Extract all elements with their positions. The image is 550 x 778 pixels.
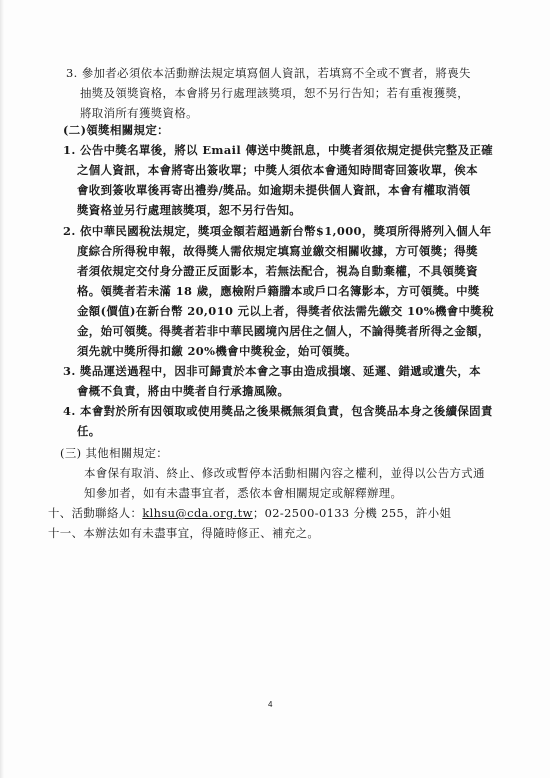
rule-4-line-2: 任。: [77, 424, 101, 438]
section-2-rule-3: [63, 361, 481, 401]
section-3-line-2: 知參加者，如有未盡事宜者，悉依本會相關規定或解釋辦理。: [84, 486, 403, 500]
scan-edge-shadow: [0, 0, 4, 778]
section-3-heading: (三) 其他相關規定：: [60, 446, 169, 460]
section-3-line-1: 本會保有取消、終止、修改或暫停本活動相關內容之權利，並得以公告方式通: [84, 466, 485, 480]
section-3-paragraph: [84, 463, 485, 503]
rule-4-line-1: 4. 本會對於所有因領取或使用獎品之後果概無須負責，包含獎品本身之後續保固責: [63, 404, 493, 418]
item-3-paragraph: [66, 63, 471, 123]
contact-prefix: 十、活動聯絡人：: [48, 506, 143, 520]
rule-2-line-7: 須先就中獎所得扣繳 20%機會中獎稅金，始可領獎。: [77, 344, 357, 358]
page-number: 4: [268, 700, 273, 709]
item-3-line-2: 抽獎及領獎資格，本會將另行處理該獎項，恕不另行告知；若有重複獲獎，: [80, 86, 470, 100]
rule-3-line-2: 會概不負責，將由中獎者自行承擔風險。: [77, 384, 290, 398]
rule-2-line-1: 2. 依中華民國稅法規定，獎項金額若超過新台幣$1,000，獎項所得將列入個人年: [63, 224, 492, 238]
section-2-rule-4: [63, 401, 493, 441]
section-2-rule-2: [63, 221, 494, 361]
contact-suffix: ；02-2500-0133 分機 255，許小姐: [252, 506, 452, 520]
section-2-rule-1: [63, 140, 493, 220]
rule-1-line-2: 之個人資訊，本會將寄出簽收單；中獎人須依本會通知時間寄回簽收單，俟本: [77, 163, 478, 177]
item-3-line-3: 將取消所有獲獎資格。: [80, 106, 198, 120]
rule-2-line-3: 者須依規定交付身分證正反面影本，若無法配合，視為自動棄權，不具領獎資: [77, 264, 478, 278]
rule-1-line-1: 1. 公告中獎名單後，將以 Email 傳送中獎訊息，中獎者須依規定提供完整及正確: [63, 143, 494, 157]
item-3-line-1: 3. 參加者必須依本活動辦法規定填寫個人資訊，若填寫不全或不實者，將喪失: [66, 66, 471, 80]
contact-email-link[interactable]: klhsu@cda.org.tw: [142, 506, 253, 520]
rule-2-line-6: 金，始可領獎。得獎者若非中華民國境內居住之個人，不論得獎者所得之金額，: [77, 324, 490, 338]
rule-1-line-3: 會收到簽收單後再寄出禮券/獎品。如逾期未提供個人資訊，本會有權取消領: [77, 183, 471, 197]
rule-3-line-1: 3. 獎品運送過程中，因非可歸責於本會之事由造成損壞、延遲、錯遞或遺失，本: [63, 364, 481, 378]
item-11-note: 十一、本辦法如有未盡事宜，得隨時修正、補充之。: [48, 526, 320, 540]
rule-2-line-5: 金額(價值)在新台幣 20,010 元以上者，得獎者依法需先繳交 10%機會中獎稅: [77, 304, 494, 318]
rule-1-line-4: 獎資格並另行處理該獎項，恕不另行告知。: [77, 203, 302, 217]
item-10-contact: [48, 503, 451, 523]
rule-2-line-2: 度綜合所得稅申報，故得獎人需依規定填寫並繳交相關收據，方可領獎；得獎: [77, 244, 478, 258]
section-2-heading: (二)領獎相關規定：: [63, 123, 169, 137]
rule-2-line-4: 格。領獎者若未滿 18 歲，應檢附戶籍謄本或戶口名簿影本，方可領獎。中獎: [77, 284, 480, 298]
